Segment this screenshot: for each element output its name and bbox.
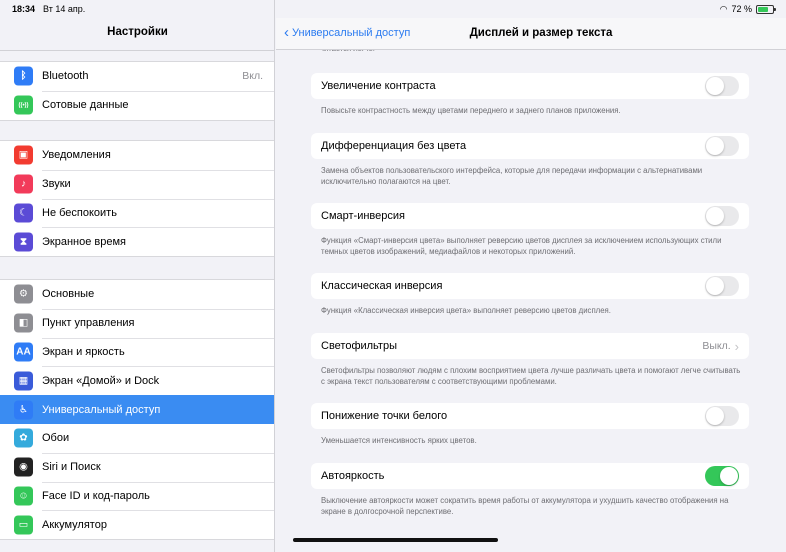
sidebar-item[interactable] [0, 91, 275, 120]
sidebar-item[interactable] [0, 141, 275, 170]
setting-row [311, 203, 749, 229]
sidebar-title: Настройки [107, 26, 168, 38]
setting-label: Понижение точки белого [321, 410, 448, 422]
setting-label: Автояркость [321, 470, 385, 482]
setting-footer: Функция «Смарт-инверсия цвета» выполняет реверсию цветов дисплея за исключением использующих стили темных цветов изображений, медиафайлов и некоторых приложений. [321, 236, 722, 256]
sidebar-item[interactable] [0, 170, 275, 199]
wifi-icon: ◠ [719, 3, 728, 14]
battery-icon: ▭ [14, 515, 33, 534]
setting-toggle[interactable] [705, 466, 739, 486]
sidebar-item[interactable] [0, 482, 275, 511]
face-id-icon: ☺ [14, 486, 33, 505]
sidebar-item-label: Face ID и код-пароль [42, 489, 150, 502]
setting-row [311, 273, 749, 299]
sidebar-item[interactable] [0, 280, 275, 309]
general-icon: ⚙ [14, 285, 33, 304]
setting-row [311, 403, 749, 429]
status-right [720, 4, 774, 15]
notifications-icon: ▣ [14, 146, 33, 165]
do-not-disturb-icon: ☾ [14, 203, 33, 222]
sidebar-item[interactable] [0, 424, 275, 453]
setting-detail [702, 339, 739, 354]
battery-icon [756, 5, 774, 14]
setting-footer: Уменьшается интенсивность ярких цветов. [321, 436, 477, 445]
siri-icon: ◉ [14, 458, 33, 477]
toggle-knob [706, 77, 724, 95]
setting-footer: Повысьте контрастность между цветами переднего и заднего планов приложения. [321, 106, 621, 115]
toggle-knob [706, 137, 724, 155]
main-pane [276, 0, 786, 552]
status-bar [0, 0, 786, 18]
setting-row[interactable] [311, 333, 749, 359]
sidebar-item-label: Экранное время [42, 235, 126, 248]
chevron-left-icon: ‹ [284, 24, 289, 41]
sidebar-item[interactable] [0, 227, 275, 256]
screen-time-icon: ⧗ [14, 232, 33, 251]
sidebar-item[interactable] [0, 510, 275, 539]
accessibility-icon: ♿ [14, 400, 33, 419]
toggle-knob [706, 207, 724, 225]
setting-row [311, 133, 749, 159]
sidebar-group [0, 279, 275, 540]
setting-toggle[interactable] [705, 276, 739, 296]
sidebar-item[interactable] [0, 309, 275, 338]
sidebar-item-label: Универсальный доступ [42, 403, 161, 416]
setting-label: Дифференциация без цвета [321, 140, 467, 152]
sidebar-item-label: Экран «Домой» и Dock [42, 374, 160, 387]
setting-label: Увеличение контраста [321, 80, 436, 92]
page-title: Дисплей и размер текста [469, 27, 613, 39]
setting-footer: Светофильтры позволяют людям с плохим восприятием цвета лучше различать цвета и помогают легче считывать с экрана текст пользователям с соответствующими проблемами. [321, 366, 741, 386]
sidebar-item-label: Bluetooth [42, 70, 89, 83]
sidebar-item[interactable] [0, 453, 275, 482]
sidebar-item[interactable] [0, 62, 275, 91]
setting-label: Смарт-инверсия [321, 210, 405, 222]
toggle-knob [706, 407, 724, 425]
display-brightness-icon: AA [14, 342, 33, 361]
sidebar-item-label: Сотовые данные [42, 99, 129, 112]
control-center-icon: ◧ [14, 314, 33, 333]
sidebar-item-value: Вкл. [242, 70, 263, 83]
status-time: 18:34 [12, 4, 36, 14]
setting-toggle[interactable] [705, 406, 739, 426]
sounds-icon: ♪ [14, 175, 33, 194]
setting-toggle[interactable] [705, 76, 739, 96]
setting-row [311, 73, 749, 99]
status-date: Вт 14 апр. [43, 4, 86, 14]
toggle-knob [706, 277, 724, 295]
wallpaper-icon: ✿ [14, 429, 33, 448]
setting-row [311, 463, 749, 489]
sidebar-item-label: Не беспокоить [42, 206, 117, 219]
nav-bar [276, 18, 786, 50]
battery-percent: 72 % [731, 4, 752, 14]
sidebar-item-label: Уведомления [42, 149, 111, 162]
setting-label: Светофильтры [321, 340, 397, 352]
setting-label: Классическая инверсия [321, 280, 443, 292]
chevron-right-icon: › [734, 338, 739, 354]
sidebar-item[interactable] [0, 338, 275, 367]
setting-toggle[interactable] [705, 136, 739, 156]
home-indicator[interactable] [293, 538, 498, 542]
sidebar-item-label: Пункт управления [42, 317, 135, 330]
sidebar-group [0, 140, 275, 257]
sidebar-item-label: Аккумулятор [42, 518, 107, 531]
sidebar-group [0, 61, 275, 121]
sidebar-item-label: Siri и Поиск [42, 461, 101, 474]
bluetooth-icon: ᛒ [14, 67, 33, 86]
setting-value: Выкл. [702, 340, 731, 352]
cellular-icon: ((•)) [14, 96, 33, 115]
sidebar-item-label: Экран и яркость [42, 345, 125, 358]
sidebar-item[interactable] [0, 199, 275, 228]
sidebar-item[interactable] [0, 395, 275, 424]
setting-toggle[interactable] [705, 206, 739, 226]
setting-footer: Функция «Классическая инверсия цвета» выполняет реверсию цветов дисплея. [321, 306, 611, 315]
sidebar [0, 0, 275, 552]
toggle-knob [720, 467, 738, 485]
home-screen-icon: ▦ [14, 371, 33, 390]
setting-footer: Замена объектов пользовательского интерфейса, которые для передачи информации с альтернативами исключительно полагаются на цвет. [321, 166, 703, 186]
back-button-label: Универсальный доступ [292, 27, 411, 39]
sidebar-item-label: Обои [42, 432, 70, 445]
sidebar-item-label: Звуки [42, 178, 71, 191]
setting-footer: Выключение автояркости может сократить время работы от аккумулятора и ухудшить качество отображения на экране в долгосрочной перспективе. [321, 496, 729, 516]
sidebar-item[interactable] [0, 366, 275, 395]
sidebar-item-label: Основные [42, 288, 95, 301]
sidebar-divider [0, 50, 275, 51]
